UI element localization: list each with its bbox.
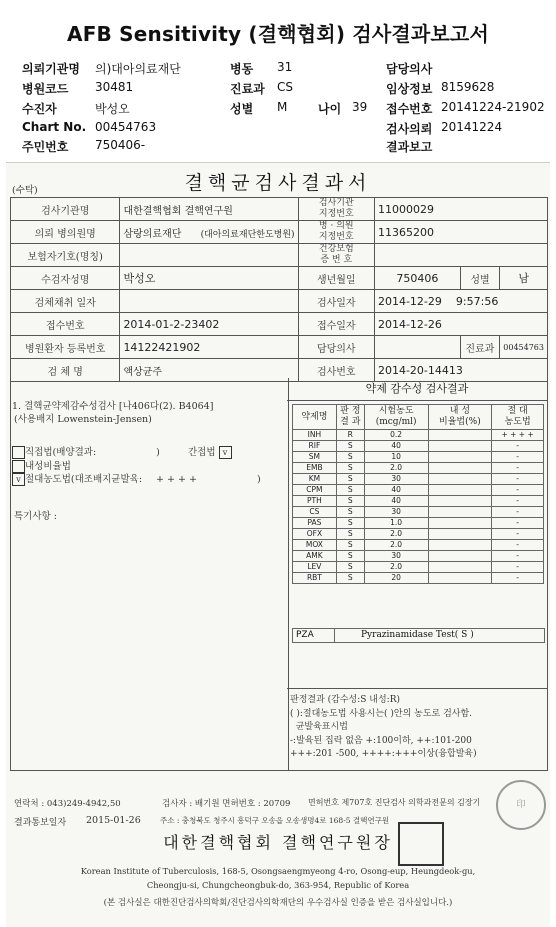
- drug-ratio: [428, 518, 492, 529]
- pza-row: [292, 628, 545, 643]
- drug-absolute: -: [492, 529, 544, 540]
- cell-label: 성별: [460, 267, 500, 290]
- method-absolute: v 절대농도법(대조배지균발육: + + + + ): [12, 471, 261, 486]
- drug-result: S: [336, 496, 364, 507]
- value-chart-no: 00454763: [95, 120, 157, 134]
- cell-value: [120, 244, 298, 267]
- drug-absolute: -: [492, 540, 544, 551]
- drug-name: EMB: [293, 463, 337, 474]
- cell-label: 병 · 의원 지정번호: [298, 221, 374, 244]
- cell-value: 대한결핵협회 결핵연구원: [120, 198, 298, 221]
- drug-name: INH: [293, 430, 337, 441]
- drug-header-row: [293, 405, 544, 430]
- cell-value: 박성오: [120, 267, 298, 290]
- value-department: CS: [277, 80, 293, 94]
- drug-absolute: -: [492, 518, 544, 529]
- drug-absolute: -: [492, 562, 544, 573]
- table-row: [11, 198, 548, 221]
- label-resident-no: 주민번호: [22, 140, 69, 154]
- label-ward: 병동: [230, 62, 254, 76]
- certification-note: (본 검사실은 대한진단검사의학회/진단검사의학재단의 우수검사실 인증을 받은 검사실입니다.): [103, 898, 453, 908]
- label-age: 나이: [318, 102, 342, 116]
- method-direct: 직접법(배양결과: ): [12, 444, 160, 459]
- drug-name: CS: [293, 507, 337, 518]
- drug-ratio: [428, 463, 492, 474]
- cell-label: 보험자기호(명칭): [11, 244, 120, 267]
- drug-panel-title: 약제 감수성 검사결과: [287, 378, 547, 401]
- drug-ratio: [428, 562, 492, 573]
- address-ko: 주소 : 충청북도 청주시 흥덕구 오송읍 오송생명4로 168-5 결핵연구원: [160, 816, 390, 825]
- drug-row: [293, 452, 544, 463]
- value-clinical-info: 8159628: [441, 80, 495, 94]
- drug-row: [293, 441, 544, 452]
- drug-name: KM: [293, 474, 337, 485]
- method-line1: 1. 결핵균약제감수성검사 [나406다(2). B4064]: [12, 401, 214, 412]
- cell-label: 담당의사: [298, 336, 374, 359]
- drug-result: S: [336, 441, 364, 452]
- drug-result: S: [336, 573, 364, 584]
- cell-value: 액상균주: [120, 359, 298, 382]
- judgement-block: [290, 694, 477, 762]
- drug-absolute: -: [492, 463, 544, 474]
- drug-concentration: 2.0: [364, 540, 428, 551]
- pza-label: PZA: [293, 629, 335, 642]
- cell-value: [374, 244, 547, 267]
- drug-col-header: 약제명: [293, 405, 337, 430]
- examiner-text: 검사자 : 배기원 면허번호 : 20709: [162, 799, 291, 809]
- value-sex: M: [277, 100, 288, 114]
- org-name: 대한결핵협회 결핵연구원장: [163, 833, 393, 852]
- round-seal: 印: [496, 780, 546, 830]
- address-en-2: Cheongju-si, Chungcheongbuk-do, 363-954, Republic of Korea: [146, 880, 410, 890]
- exam-time: 9:57:56: [455, 294, 499, 308]
- label-requester: 의뢰기관명: [22, 62, 80, 76]
- cell-value: [374, 336, 460, 359]
- drug-ratio: [428, 452, 492, 463]
- drug-absolute: -: [492, 474, 544, 485]
- label-receipt-no: 접수번호: [386, 102, 433, 116]
- cell-label: 의뢰 병의원명: [11, 221, 120, 244]
- drug-result: S: [336, 452, 364, 463]
- drug-name: OFX: [293, 529, 337, 540]
- absolute-label: 절대농도법(대조배지균발육:: [25, 474, 143, 485]
- drug-result: S: [336, 507, 364, 518]
- drug-result: S: [336, 562, 364, 573]
- drug-ratio: [428, 496, 492, 507]
- cell-label: 접수번호: [11, 313, 120, 336]
- cell-label: 검 체 명: [11, 359, 120, 382]
- drug-row: [293, 507, 544, 518]
- absolute-value: + + + +: [156, 474, 197, 485]
- drug-result: S: [336, 540, 364, 551]
- drug-result: S: [336, 463, 364, 474]
- label-doctor: 담당의사: [386, 62, 433, 76]
- drug-concentration: 30: [364, 507, 428, 518]
- drug-name: RIF: [293, 441, 337, 452]
- form-label-top: (수탁): [12, 185, 38, 196]
- label-department: 진료과: [230, 82, 265, 96]
- indirect-checkbox[interactable]: v: [219, 446, 232, 459]
- drug-name: PAS: [293, 518, 337, 529]
- value-age: 39: [352, 100, 368, 114]
- table-row: [11, 336, 548, 359]
- drug-row: [293, 562, 544, 573]
- drug-ratio: [428, 474, 492, 485]
- cell-label: 접수일자: [298, 313, 374, 336]
- address-en-1: Korean Institute of Tuberculosis, 168-5, Osongsaengmyeong 4-ro, Osong-eup, Heungdeok-gu,: [80, 866, 476, 876]
- drug-row: [293, 496, 544, 507]
- drug-row: [293, 573, 544, 584]
- cell-label: 검사기관명: [11, 198, 120, 221]
- drug-concentration: 20: [364, 573, 428, 584]
- cell-label: 검사기관 지정번호: [298, 198, 374, 221]
- judgement-line: +++:201 -500, ++++:+++이상(융합발육): [290, 749, 477, 759]
- value-ward: 31: [277, 60, 293, 74]
- drug-name: LEV: [293, 562, 337, 573]
- drug-absolute: -: [492, 573, 544, 584]
- value-receipt-no: 20141224-21902: [441, 100, 545, 114]
- cell-value: 2014-20-14413: [374, 359, 547, 382]
- contact-text: 연락처 : 043)249-4942,50: [14, 799, 121, 809]
- judgement-line: -:발육된 집락 없음 +:100이하, ++:101-200: [290, 735, 472, 746]
- drug-result: S: [336, 518, 364, 529]
- cell-label: 진료과: [460, 336, 500, 359]
- drug-concentration: 40: [364, 485, 428, 496]
- drug-ratio: [428, 485, 492, 496]
- drug-name: SM: [293, 452, 337, 463]
- license-text: 면허번호 제707호 진단검사 의학과전문의 김장기: [308, 798, 481, 807]
- cell-label: 건강보험 증 번 호: [298, 244, 374, 267]
- value-hospital-code: 30481: [95, 80, 134, 94]
- drug-row: [293, 430, 544, 441]
- label-patient: 수진자: [22, 102, 57, 116]
- method-line2: (사용배지 Lowenstein-Jensen): [14, 414, 152, 425]
- cell-value: 2014-01-2-23402: [120, 313, 298, 336]
- cell-value: 11000029: [374, 198, 547, 221]
- drug-concentration: 30: [364, 551, 428, 562]
- cell-label: 검사번호: [298, 359, 374, 382]
- table-row: [11, 221, 548, 244]
- label-hospital-code: 병원코드: [22, 82, 69, 96]
- pza-value: Pyrazinamidase Test( S ): [361, 630, 474, 640]
- report-date-label: 결과통보일자: [14, 818, 67, 828]
- hospital-alias: (대아의료재단한도병원): [200, 229, 295, 240]
- cell-label: 검사일자: [298, 290, 374, 313]
- table-row: [11, 313, 548, 336]
- drug-ratio: [428, 529, 492, 540]
- drug-row: [293, 551, 544, 562]
- drug-absolute: -: [492, 496, 544, 507]
- drug-result: S: [336, 474, 364, 485]
- report-date: 2015-01-26: [86, 815, 141, 826]
- value-patient: 박성오: [95, 102, 130, 116]
- label-result-report: 결과보고: [386, 140, 433, 154]
- drug-absolute: -: [492, 507, 544, 518]
- value-resident-no: 750406-: [95, 138, 146, 152]
- label-sex: 성별: [230, 102, 254, 116]
- cell-value: [120, 290, 298, 313]
- cell-value: 750406: [374, 267, 460, 290]
- drug-absolute: + + + +: [492, 430, 544, 441]
- official-stamp: [398, 822, 444, 866]
- drug-ratio: [428, 507, 492, 518]
- drug-name: CPM: [293, 485, 337, 496]
- drug-name: PTH: [293, 496, 337, 507]
- drug-ratio: [428, 573, 492, 584]
- drug-table: [292, 404, 544, 584]
- drug-concentration: 40: [364, 496, 428, 507]
- drug-col-header: 절 대 농도법: [492, 405, 544, 430]
- judgement-divider: [287, 688, 547, 689]
- drug-absolute: -: [492, 452, 544, 463]
- drug-concentration: 1.0: [364, 518, 428, 529]
- exam-date: 2014-12-29: [377, 294, 442, 308]
- drug-absolute: -: [492, 485, 544, 496]
- drug-concentration: 40: [364, 441, 428, 452]
- info-table: [10, 197, 548, 382]
- drug-ratio: [428, 441, 492, 452]
- drug-absolute: -: [492, 441, 544, 452]
- drug-name: AMK: [293, 551, 337, 562]
- cell-value: 11365200: [374, 221, 547, 244]
- label-request-date: 검사의뢰: [386, 122, 433, 136]
- drug-result: R: [336, 430, 364, 441]
- drug-concentration: 2.0: [364, 529, 428, 540]
- drug-row: [293, 463, 544, 474]
- judgement-line: 판정결과 (감수성:S 내성:R): [290, 695, 400, 705]
- judgement-line: 균발육표시법: [290, 722, 348, 732]
- report-title: AFB Sensitivity (결핵협회) 검사결과보고서: [67, 22, 489, 46]
- cell-value: 14122421902: [120, 336, 298, 359]
- value-request-date: 20141224: [441, 120, 503, 134]
- hospital-name: 삼랑의료재단: [123, 228, 182, 240]
- label-chart-no: Chart No.: [22, 120, 87, 134]
- cell-label: 수검자성명: [11, 267, 120, 290]
- drug-concentration: 30: [364, 474, 428, 485]
- cell-value: 00454763: [500, 336, 548, 359]
- cell-value: [120, 221, 298, 244]
- absolute-checkbox[interactable]: v: [12, 473, 25, 486]
- drug-name: RBT: [293, 573, 337, 584]
- drug-result: S: [336, 551, 364, 562]
- drug-ratio: [428, 540, 492, 551]
- drug-ratio: [428, 551, 492, 562]
- cell-value: 2014-12-26: [374, 313, 547, 336]
- drug-name: MOX: [293, 540, 337, 551]
- drug-row: [293, 474, 544, 485]
- drug-col-header: 판 정 결 과: [336, 405, 364, 430]
- table-row: [11, 244, 548, 267]
- value-requester: 의)대아의료재단: [95, 62, 181, 76]
- table-row: [11, 267, 548, 290]
- direct-label: 직접법(배양결과:: [25, 447, 97, 458]
- form-title: 결핵균검사결과서: [184, 172, 372, 194]
- drug-row: [293, 518, 544, 529]
- drug-result: S: [336, 485, 364, 496]
- cell-label: 병원환자 등록번호: [11, 336, 120, 359]
- drug-concentration: 2.0: [364, 562, 428, 573]
- drug-row: [293, 540, 544, 551]
- table-row: [11, 290, 548, 313]
- cell-value: [374, 290, 547, 313]
- drug-result: S: [336, 529, 364, 540]
- cell-label: 생년월일: [298, 267, 374, 290]
- method-indirect: [188, 444, 232, 459]
- drug-row: [293, 529, 544, 540]
- cell-value: 남: [500, 267, 548, 290]
- drug-concentration: 2.0: [364, 463, 428, 474]
- cell-label: 검체채취 일자: [11, 290, 120, 313]
- indirect-label: 간접법: [188, 447, 216, 458]
- special-notes-label: 특기사항 :: [14, 511, 57, 522]
- drug-col-header: 내 성 비율법(%): [428, 405, 492, 430]
- drug-row: [293, 485, 544, 496]
- resist-label: 내성비율법: [25, 461, 71, 472]
- label-clinical-info: 임상정보: [386, 82, 433, 96]
- drug-concentration: 0.2: [364, 430, 428, 441]
- drug-absolute: -: [492, 551, 544, 562]
- drug-ratio: [428, 430, 492, 441]
- judgement-line: ( ):절대농도법 사용시는( )안의 농도로 검사함.: [290, 708, 473, 719]
- drug-col-header: 시험농도 (mcg/ml): [364, 405, 428, 430]
- method-panel: [10, 378, 289, 771]
- drug-concentration: 10: [364, 452, 428, 463]
